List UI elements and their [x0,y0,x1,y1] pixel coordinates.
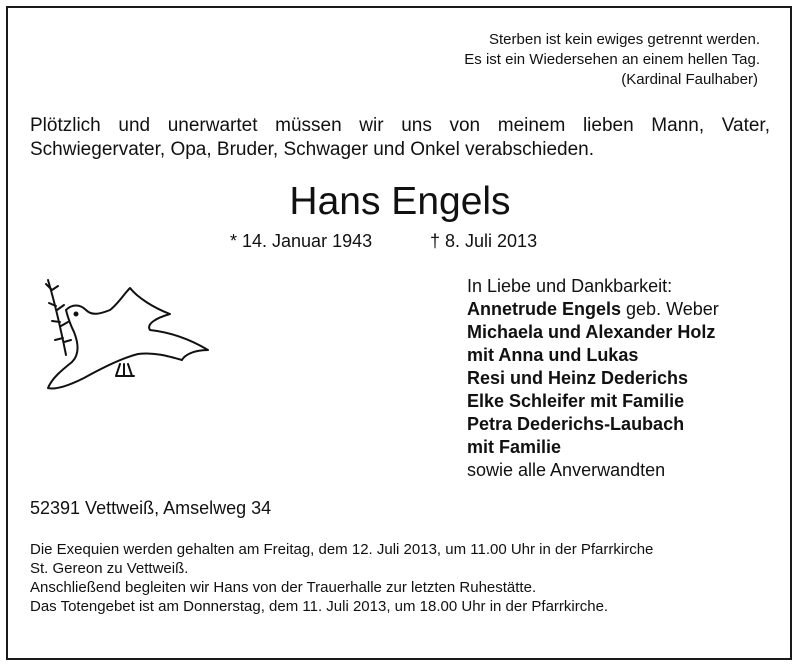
family-heading: In Liebe und Dankbarkeit: [467,276,673,296]
family-list [467,275,767,482]
family-line-text: Resi und Heinz Dederichs [467,368,689,388]
service-note: Die Exequien werden gehalten am Freitag, dem 12. Juli 2013, um 11.00 Uhr in der Pfarrkirche [30,541,654,558]
deceased-name: Hans Engels [289,180,511,223]
family-line-text: Petra Dederichs-Laubach [467,414,685,434]
family-line-text: mit Anna und Lukas [467,345,639,365]
dove-with-olive-branch-icon [38,270,216,395]
family-line-text: Michaela und Alexander Holz [467,322,716,342]
spouse-name: Annetrude Engels [467,299,622,319]
quote-attribution: (Kardinal Faulhaber) [621,71,758,88]
service-notes [30,540,775,616]
service-note: Das Totengebet ist am Donnerstag, dem 11. Juli 2013, um 18.00 Uhr in der Pfarrkirche. [30,598,609,615]
quote-line-1: Sterben ist kein ewiges getrennt werden. [489,31,760,48]
birth-date: * 14. Januar 1943 [230,231,373,251]
family-line [467,367,767,390]
family-line [467,413,767,436]
quote-line-2: Es ist ein Wiedersehen an einem hellen Tag. [464,51,760,68]
intro-text: Plötzlich und unerwartet müssen wir uns von meinem lieben Mann, Vater, Schwiegervater, Opa, Bruder, Schwager und Onkel verabschieden. [30,115,770,160]
spouse-maiden-name: geb. Weber [621,299,719,319]
family-line [467,390,767,413]
family-line-text: Elke Schleifer mit Familie [467,391,685,411]
service-note: St. Gereon zu Vettweiß. [30,560,189,577]
address: 52391 Vettweiß, Amselweg 34 [30,498,272,518]
family-closing: sowie alle Anverwandten [467,460,666,480]
family-line [467,344,767,367]
family-spouse [467,298,767,321]
family-line-text: mit Familie [467,437,562,457]
epigraph-quote [410,30,760,90]
family-line [467,321,767,344]
service-note: Anschließend begleiten wir Hans von der Trauerhalle zur letzten Ruhestätte. [30,579,537,596]
death-date: † 8. Juli 2013 [430,231,538,251]
family-line [467,436,767,459]
